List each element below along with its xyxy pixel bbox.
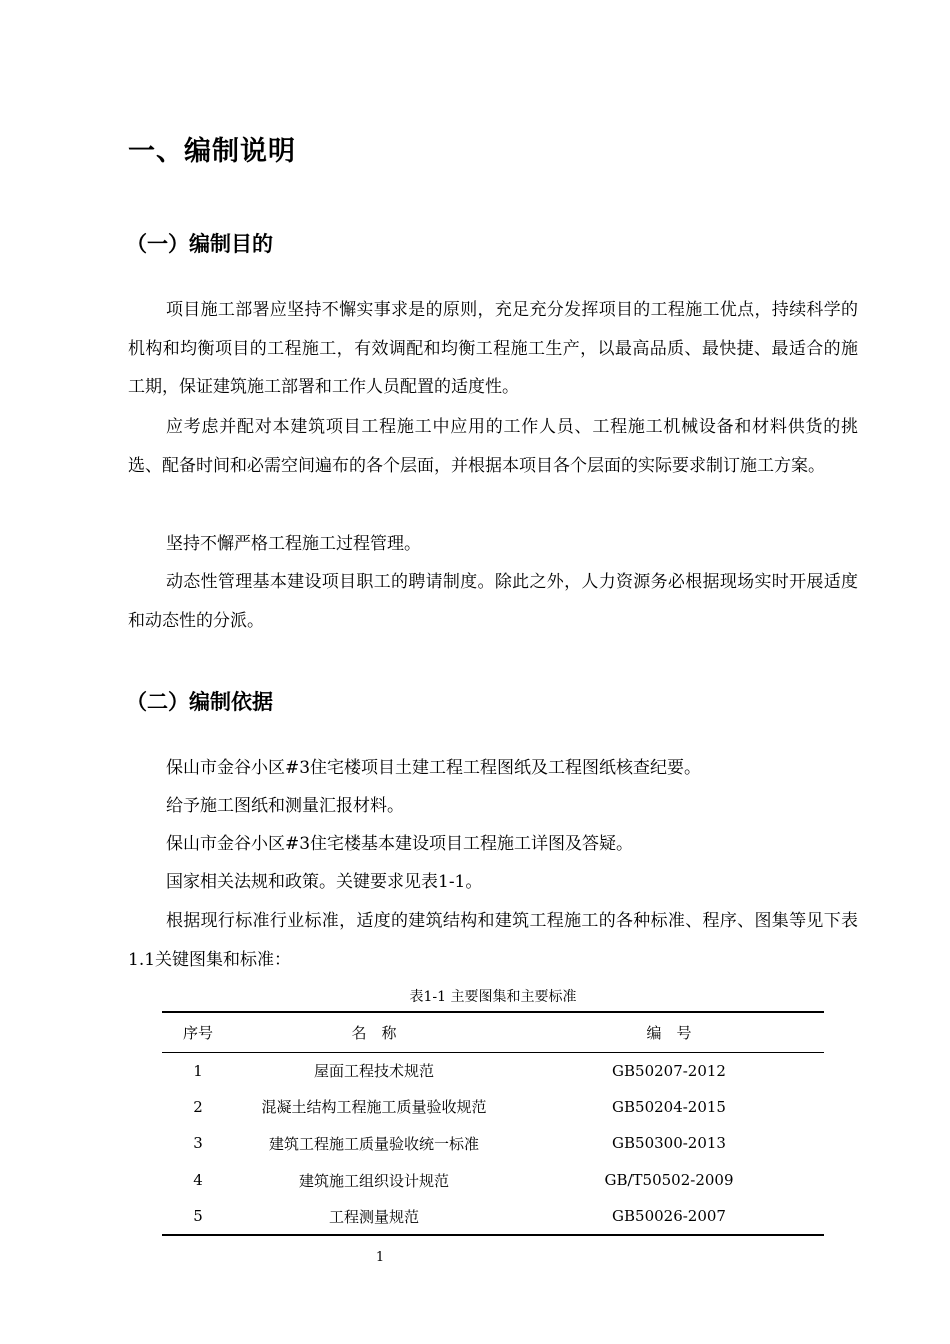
column-header-number: 序号: [182, 1023, 213, 1042]
section-1-title: （一）编制目的: [126, 232, 273, 256]
table-row: [162, 1089, 824, 1126]
column-header-code: 编 号: [646, 1023, 692, 1042]
cell-number: 1: [193, 1061, 203, 1080]
section-2-paragraph: 保山市金谷小区#3住宅楼基本建设项目工程施工详图及答疑。: [166, 834, 634, 854]
cell-code: GB50300-2013: [612, 1134, 726, 1153]
section-2-paragraph: 根据现行标准行业标准，适度的建筑结构和建筑工程施工的各种标准、程序、图集等见下表1.1关键图集和标准：: [128, 911, 858, 970]
table-caption: 表1-1 主要图集和主要标准: [409, 989, 577, 1005]
section-1-paragraph: 应考虑并配对本建筑项目工程施工中应用的工作人员、工程施工机械设备和材料供货的挑选、配备时间和必需空间遍布的各个层面，并根据本项目各个层面的实际要求制订施工方案。: [128, 417, 858, 476]
cell-code: GB50207-2012: [612, 1061, 726, 1080]
cell-name: 建筑工程施工质量验收统一标准: [268, 1134, 479, 1153]
section-2-paragraph: 保山市金谷小区#3住宅楼项目土建工程工程图纸及工程图纸核查纪要。: [166, 758, 702, 778]
section-1-paragraph: 坚持不懈严格工程施工过程管理。: [166, 534, 421, 554]
cell-code: GB50026-2007: [612, 1207, 726, 1226]
column-header-name: 名 称: [351, 1023, 397, 1042]
cell-number: 5: [193, 1207, 203, 1226]
section-1-paragraph: 动态性管理基本建设项目职工的聘请制度。除此之外，人力资源务必根据现场实时开展适度和动态性的分派。: [128, 572, 858, 631]
cell-name: 建筑施工组织设计规范: [298, 1171, 449, 1190]
cell-number: 2: [193, 1097, 203, 1116]
cell-name: 屋面工程技术规范: [313, 1062, 434, 1081]
section-1-paragraph: 项目施工部署应坚持不懈实事求是的原则，充足充分发挥项目的工程施工优点，持续科学的机构和均衡项目的工程施工，有效调配和均衡工程施工生产，以最高品质、最快捷、最适合的施工期，保证建筑施工部署和工作人员配置的适度性。: [128, 300, 858, 397]
section-2-title: （二）编制依据: [126, 690, 273, 714]
table-row: [162, 1162, 824, 1199]
table-row: [162, 1052, 824, 1089]
table-row: [162, 1198, 824, 1235]
cell-name: 工程测量规范: [328, 1207, 419, 1226]
standards-table: [162, 1011, 824, 1236]
table-header-row: [162, 1012, 824, 1052]
cell-code: GB/T50502-2009: [604, 1171, 734, 1190]
section-2-paragraph: 给予施工图纸和测量汇报材料。: [166, 796, 404, 816]
cell-name: 混凝土结构工程施工质量验收规范: [261, 1098, 487, 1117]
table-row: [162, 1125, 824, 1162]
cell-number: 3: [193, 1134, 203, 1153]
cell-code: GB50204-2015: [612, 1097, 726, 1116]
main-heading: 一、编制说明: [128, 136, 296, 167]
section-2-paragraph: 国家相关法规和政策。关键要求见表1-1。: [166, 872, 483, 892]
cell-number: 4: [193, 1171, 203, 1190]
page-number: 1: [375, 1250, 385, 1265]
